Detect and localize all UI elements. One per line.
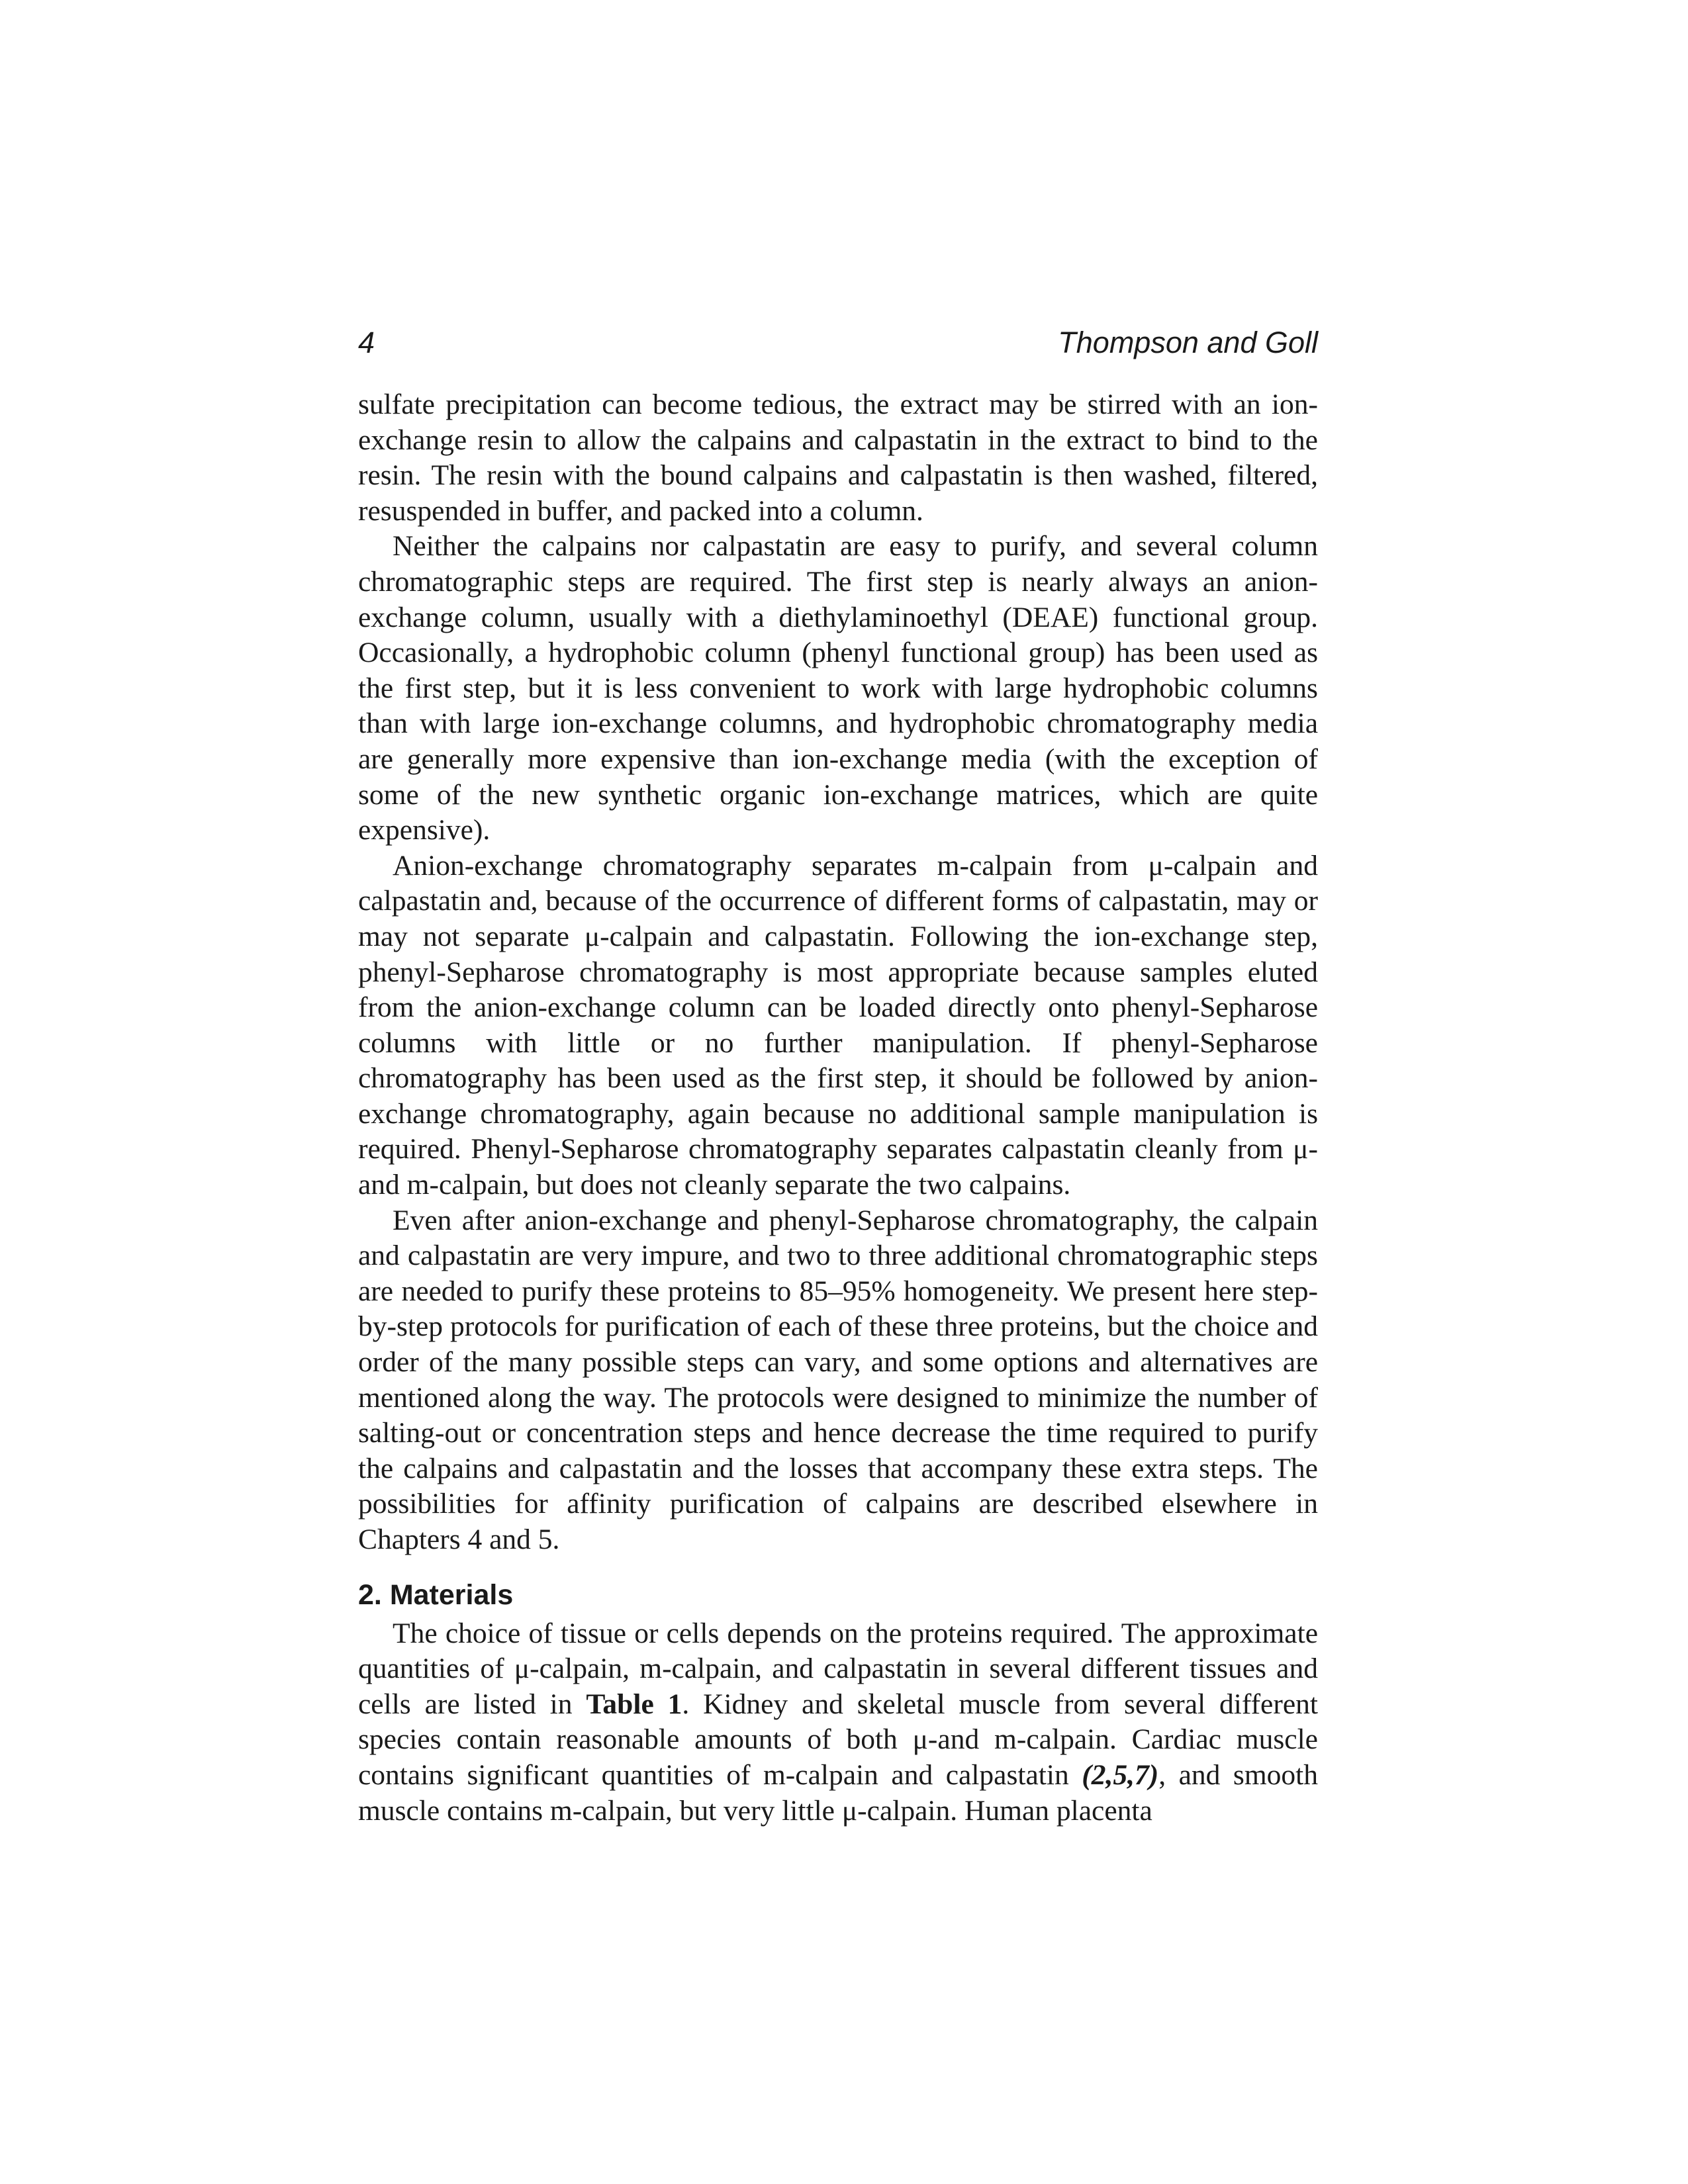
section-number: 2. — [358, 1578, 382, 1611]
paragraph-materials — [358, 1616, 1318, 1829]
materials-text-2: . Kidney and skeletal muscle from several different species contain reasonable amounts of both μ-and m-calpain. Cardiac muscle contains significant quantities of m-calpain and calpastatin — [358, 1688, 1318, 1791]
section-heading-materials — [358, 1576, 1318, 1614]
materials-text-1: The choice of tissue or cells depends on the proteins required. The approximate quantities of μ-calpain, m-calpain, and calpastatin in several different tissues and cells are listed in — [358, 1617, 1318, 1720]
paragraph-continuation: sulfate precipitation can become tedious, the extract may be stirred with an ion-exchange resin to allow the calpains and calpastatin in the extract to bind to the resin. The resin with the bound calpains and calpastatin is then washed, filtered, resuspended in buffer, and packed into a column. — [358, 388, 1318, 527]
table-reference: Table 1 — [586, 1688, 682, 1720]
paragraph-anion-exchange: Anion-exchange chromatography separates m-calpain from μ-calpain and calpastatin and, because of the occurrence of different forms of calpastatin, may or may not separate μ-calpain and calpastatin. Following the ion-exchange step, phenyl-Sepharose chromatography is most appropriate because samples eluted from the anion-exchange column can be loaded directly onto phenyl-Sepharose columns with little or no further manipulation. If phenyl-Sepharose chromatography has been used as the first step, it should be followed by anion-exchange chromatography, again because no additional sample manipulation is required. Phenyl-Sepharose chromatography separates calpastatin cleanly from μ- and m-calpain, but does not cleanly separate the two calpains. — [358, 849, 1318, 1201]
materials-text-3: , and smooth muscle contains m-calpain, but very little μ-calpain. Human placenta — [358, 1758, 1318, 1827]
paragraph-purification-steps: Neither the calpains nor calpastatin are easy to purify, and several column chromatographic steps are required. The first step is nearly always an anion-exchange column, usually with a diethylaminoethyl (DEAE) functional group. Occasionally, a hydrophobic column (phenyl functional group) has been used as the first step, but it is less convenient to work with large hydrophobic columns than with large ion-exchange columns, and hydrophobic chromatography media are generally more expensive than ion-exchange media (with the exception of some of the new synthetic organic ion-exchange matrices, which are quite expensive). — [358, 530, 1318, 846]
section-title: Materials — [389, 1578, 514, 1611]
page-number: 4 — [358, 326, 375, 359]
page-header — [358, 323, 1318, 363]
page-body — [358, 387, 1318, 1829]
running-head: Thompson and Goll — [1058, 326, 1318, 359]
paragraph-additional-steps: Even after anion-exchange and phenyl-Sepharose chromatography, the calpain and calpastatin are very impure, and two to three additional chromatographic steps are needed to purify these proteins to 85–95% homogeneity. We present here step-by-step protocols for purification of each of these three proteins, but the choice and order of the many possible steps can vary, and some options and alternatives are mentioned along the way. The protocols were designed to minimize the number of salting-out or concentration steps and hence decrease the time required to purify the calpains and calpastatin and the losses that accompany these extra steps. The possibilities for affinity purification of calpains are described elsewhere in Chapters 4 and 5. — [358, 1204, 1318, 1555]
citation: (2,5,7) — [1082, 1758, 1159, 1791]
